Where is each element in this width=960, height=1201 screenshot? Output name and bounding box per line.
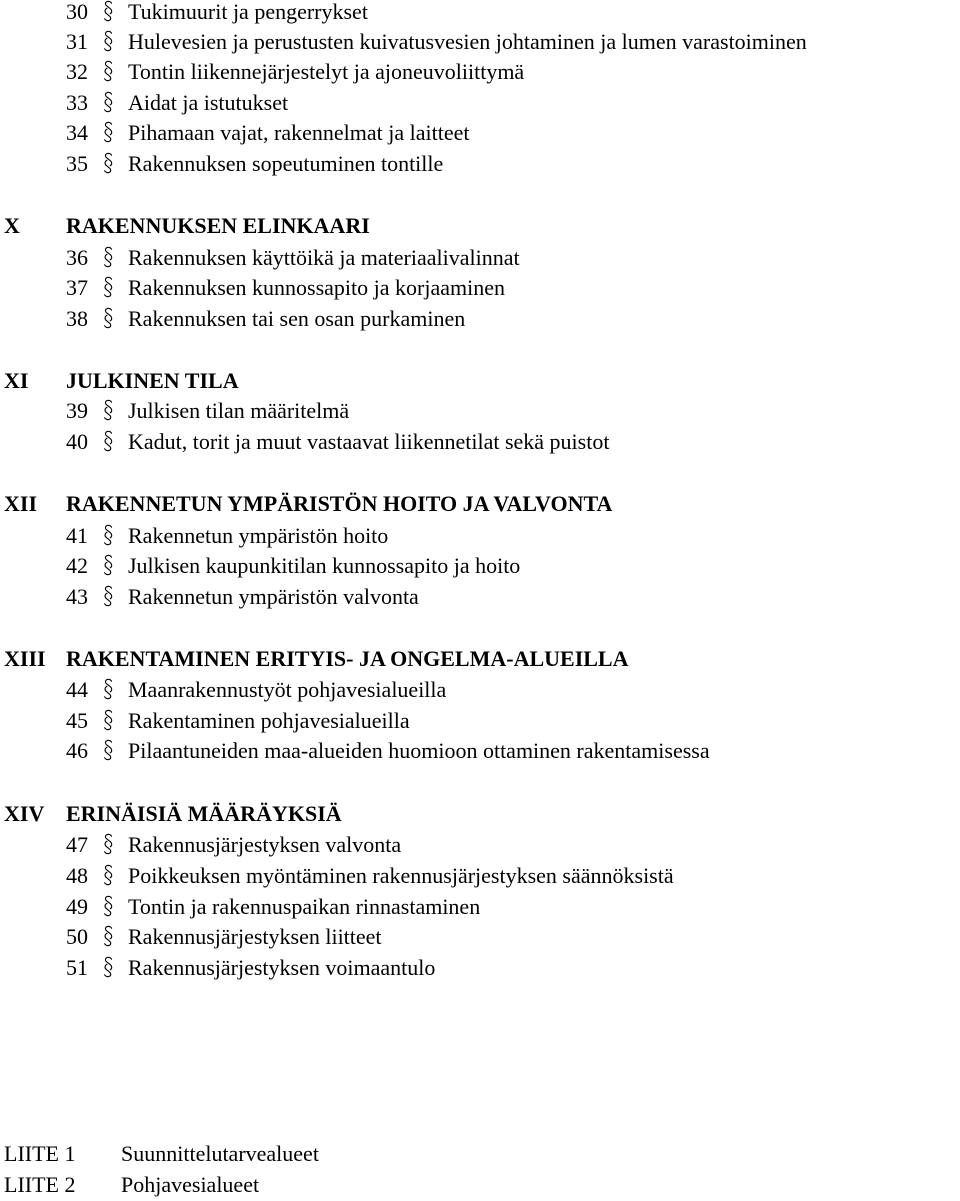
appendix-title: Suunnittelutarvealueet <box>121 1141 319 1166</box>
section-number: 34 <box>66 120 88 145</box>
chapter-title: JULKINEN TILA <box>66 368 239 393</box>
section-title: Tukimuurit ja pengerrykset <box>128 0 368 24</box>
section-title: Rakennetun ympäristön hoito <box>128 523 389 548</box>
section-title: Rakennuksen tai sen osan purkaminen <box>128 306 466 331</box>
section-number: 39 <box>66 398 88 423</box>
chapter-title: RAKENNETUN YMPÄRISTÖN HOITO JA VALVONTA <box>66 491 613 516</box>
section-number: 41 <box>66 523 88 548</box>
appendix-title: Pohjavesialueet <box>121 1172 260 1197</box>
chapter-numeral: XIV <box>4 801 45 826</box>
section-sign-icon <box>99 833 117 857</box>
section-number: 51 <box>66 955 88 980</box>
section-number: 31 <box>66 29 88 54</box>
section-title: Hulevesien ja perustusten kuivatusvesien johtaminen ja lumen varastoiminen <box>128 29 807 54</box>
section-number: 37 <box>66 275 88 300</box>
appendix-label: LIITE 2 <box>4 1172 76 1197</box>
section-title: Rakennuksen sopeutuminen tontille <box>128 151 444 176</box>
section-sign-icon <box>99 524 117 548</box>
section-sign-icon <box>99 91 117 115</box>
chapter-numeral: X <box>4 213 20 238</box>
section-number: 46 <box>66 738 88 763</box>
section-sign-icon <box>99 864 117 888</box>
section-title: Rakennetun ympäristön valvonta <box>128 584 419 609</box>
section-number: 45 <box>66 708 88 733</box>
appendix-label: LIITE 1 <box>4 1141 76 1166</box>
section-number: 36 <box>66 245 88 270</box>
chapter-title: RAKENTAMINEN ERITYIS- JA ONGELMA-ALUEILLA <box>66 646 629 671</box>
section-sign-icon <box>99 956 117 980</box>
section-title: Rakentaminen pohjavesialueilla <box>128 708 410 733</box>
section-number: 43 <box>66 584 88 609</box>
section-title: Rakennusjärjestyksen valvonta <box>128 832 402 857</box>
section-sign-icon <box>99 678 117 702</box>
section-sign-icon <box>99 399 117 423</box>
section-title: Rakennuksen kunnossapito ja korjaaminen <box>128 275 505 300</box>
section-number: 38 <box>66 306 88 331</box>
section-number: 33 <box>66 90 88 115</box>
section-number: 48 <box>66 863 88 888</box>
chapter-numeral: XIII <box>4 646 46 671</box>
section-title: Aidat ja istutukset <box>128 90 289 115</box>
section-sign-icon <box>99 739 117 763</box>
section-number: 44 <box>66 677 88 702</box>
section-title: Pilaantuneiden maa-alueiden huomioon ottaminen rakentamisessa <box>128 738 710 763</box>
section-title: Julkisen kaupunkitilan kunnossapito ja hoito <box>128 553 521 578</box>
section-title: Pihamaan vajat, rakennelmat ja laitteet <box>128 120 470 145</box>
section-sign-icon <box>99 430 117 454</box>
chapter-numeral: XI <box>4 368 29 393</box>
section-title: Rakennuksen käyttöikä ja materiaalivalinnat <box>128 245 520 270</box>
section-number: 40 <box>66 429 88 454</box>
section-sign-icon <box>99 925 117 949</box>
section-sign-icon <box>99 30 117 54</box>
section-number: 47 <box>66 832 88 857</box>
section-title: Kadut, torit ja muut vastaavat liikennetilat sekä puistot <box>128 429 610 454</box>
section-number: 42 <box>66 553 88 578</box>
chapter-numeral: XII <box>4 491 38 516</box>
section-title: Julkisen tilan määritelmä <box>128 398 350 423</box>
chapter-title: RAKENNUKSEN ELINKAARI <box>66 213 370 238</box>
section-number: 49 <box>66 894 88 919</box>
section-title: Rakennusjärjestyksen liitteet <box>128 924 382 949</box>
section-title: Maanrakennustyöt pohjavesialueilla <box>128 677 447 702</box>
section-title: Rakennusjärjestyksen voimaantulo <box>128 955 436 980</box>
section-number: 30 <box>66 0 88 24</box>
section-sign-icon <box>99 709 117 733</box>
section-number: 32 <box>66 59 88 84</box>
section-title: Tontin liikennejärjestelyt ja ajoneuvoliittymä <box>128 59 525 84</box>
section-sign-icon <box>99 0 117 24</box>
section-sign-icon <box>99 152 117 176</box>
section-number: 50 <box>66 924 88 949</box>
section-sign-icon <box>99 554 117 578</box>
section-sign-icon <box>99 60 117 84</box>
section-sign-icon <box>99 276 117 300</box>
section-sign-icon <box>99 246 117 270</box>
section-sign-icon <box>99 585 117 609</box>
section-sign-icon <box>99 307 117 331</box>
section-title: Tontin ja rakennuspaikan rinnastaminen <box>128 894 481 919</box>
section-sign-icon <box>99 895 117 919</box>
section-number: 35 <box>66 151 88 176</box>
section-title: Poikkeuksen myöntäminen rakennusjärjestyksen säännöksistä <box>128 863 674 888</box>
chapter-title: ERINÄISIÄ MÄÄRÄYKSIÄ <box>66 801 342 826</box>
section-sign-icon <box>99 121 117 145</box>
